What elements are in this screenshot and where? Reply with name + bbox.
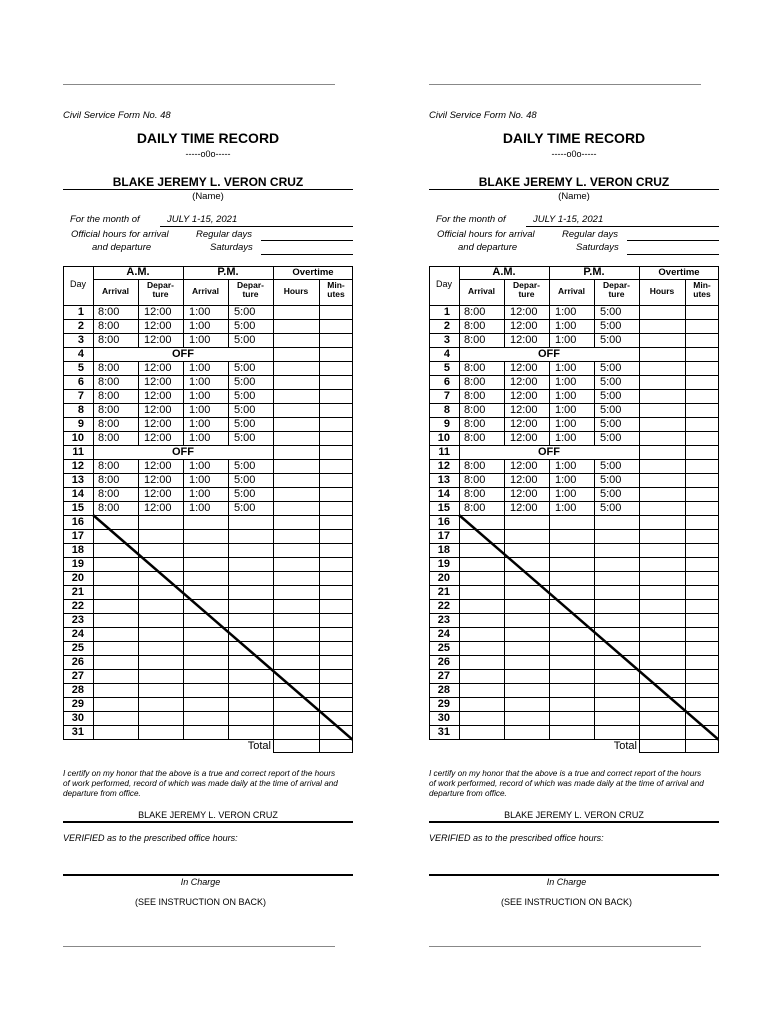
am-departure-value: 12:00: [510, 376, 538, 388]
saturdays-underline: [627, 254, 719, 255]
pm-arrival-value: 1:00: [555, 418, 577, 430]
pm-arrival-value: 1:00: [555, 320, 577, 332]
am-departure-value: 12:00: [144, 432, 172, 444]
day-number: 8: [443, 404, 450, 416]
am-arrival-header: Arrival: [102, 286, 129, 296]
am-departure-value: 12:00: [510, 474, 538, 486]
day-number: 20: [71, 572, 84, 584]
am-arrival-value: 8:00: [464, 334, 486, 346]
day-number: 15: [71, 502, 84, 514]
regular-days-label: Regular days: [562, 229, 618, 240]
name-underline: [63, 189, 353, 190]
dtr-form-left: [63, 0, 353, 1024]
am-arrival-value: 8:00: [464, 502, 486, 514]
am-arrival-value: 8:00: [98, 376, 120, 388]
am-arrival-value: 8:00: [98, 320, 120, 332]
pm-departure-value: 5:00: [600, 306, 622, 318]
day-number: 26: [71, 656, 84, 668]
day-number: 27: [71, 670, 84, 682]
am-departure-value: 12:00: [510, 362, 538, 374]
pm-header: P.M.: [217, 266, 239, 278]
regular-days-underline: [261, 240, 353, 241]
am-arrival-value: 8:00: [464, 390, 486, 402]
time-record-table: [429, 266, 719, 753]
pm-arrival-value: 1:00: [189, 334, 211, 346]
pm-arrival-value: 1:00: [555, 474, 577, 486]
day-number: 12: [437, 460, 450, 472]
day-number: 13: [71, 474, 84, 486]
pm-header: P.M.: [583, 266, 605, 278]
pm-arrival-value: 1:00: [555, 334, 577, 346]
am-departure-value: 12:00: [144, 376, 172, 388]
day-number: 11: [438, 446, 450, 458]
pm-departure-value: 5:00: [600, 334, 622, 346]
saturdays-label: Saturdays: [576, 242, 619, 253]
pm-departure-header: Depar- ture: [603, 280, 630, 299]
pm-arrival-value: 1:00: [555, 460, 577, 472]
saturdays-underline: [261, 254, 353, 255]
pm-arrival-value: 1:00: [555, 404, 577, 416]
instruction-note: (SEE INSTRUCTION ON BACK): [500, 897, 632, 907]
day-number: 16: [437, 516, 450, 528]
pm-arrival-value: 1:00: [189, 488, 211, 500]
pm-departure-value: 5:00: [234, 432, 256, 444]
am-departure-value: 12:00: [510, 404, 538, 416]
in-charge-label: In Charge: [546, 877, 587, 887]
am-arrival-value: 8:00: [464, 376, 486, 388]
day-number: 1: [443, 306, 450, 318]
am-departure-value: 12:00: [144, 390, 172, 402]
month-value: JULY 1-15, 2021: [533, 214, 604, 225]
dtr-form-right: [429, 0, 719, 1024]
am-departure-value: 12:00: [144, 404, 172, 416]
day-number: 7: [77, 390, 84, 402]
am-arrival-value: 8:00: [98, 362, 120, 374]
am-departure-value: 12:00: [510, 306, 538, 318]
pm-arrival-value: 1:00: [189, 502, 211, 514]
day-number: 4: [77, 348, 84, 360]
am-arrival-value: 8:00: [98, 418, 120, 430]
am-arrival-header: Arrival: [468, 286, 495, 296]
pm-arrival-value: 1:00: [555, 432, 577, 444]
day-number: 18: [71, 544, 84, 556]
day-number: 30: [71, 712, 84, 724]
in-charge-line: [429, 874, 719, 876]
day-number: 31: [71, 726, 84, 738]
day-header: Day: [69, 279, 86, 289]
am-departure-value: 12:00: [144, 474, 172, 486]
employee-name: BLAKE JEREMY L. VERON CRUZ: [478, 175, 670, 189]
day-number: 21: [71, 586, 84, 598]
am-arrival-value: 8:00: [98, 460, 120, 472]
pm-departure-value: 5:00: [600, 390, 622, 402]
am-arrival-value: 8:00: [98, 474, 120, 486]
pm-departure-value: 5:00: [600, 376, 622, 388]
total-label: Total: [613, 740, 637, 752]
am-departure-header: Depar- ture: [513, 280, 540, 299]
signature-line: [429, 821, 719, 823]
month-label: For the month of: [70, 214, 140, 225]
am-departure-value: 12:00: [144, 502, 172, 514]
day-number: 5: [77, 362, 84, 374]
pm-departure-value: 5:00: [600, 502, 622, 514]
time-record-table: [63, 266, 353, 753]
overtime-header: Overtime: [292, 267, 334, 278]
pm-departure-value: 5:00: [600, 320, 622, 332]
pm-departure-value: 5:00: [600, 362, 622, 374]
pm-arrival-value: 1:00: [189, 362, 211, 374]
signature-name: BLAKE JEREMY L. VERON CRUZ: [504, 810, 644, 820]
day-number: 31: [437, 726, 450, 738]
pm-arrival-value: 1:00: [189, 376, 211, 388]
day-number: 9: [77, 418, 84, 430]
pm-arrival-value: 1:00: [189, 460, 211, 472]
pm-departure-value: 5:00: [234, 418, 256, 430]
pm-departure-value: 5:00: [600, 404, 622, 416]
pm-arrival-value: 1:00: [189, 432, 211, 444]
regular-days-label: Regular days: [196, 229, 252, 240]
day-number: 19: [437, 558, 450, 570]
pm-arrival-value: 1:00: [189, 320, 211, 332]
am-departure-value: 12:00: [510, 488, 538, 500]
day-number: 20: [437, 572, 450, 584]
pm-arrival-value: 1:00: [189, 306, 211, 318]
am-departure-value: 12:00: [144, 320, 172, 332]
bottom-rule: [429, 946, 701, 947]
pm-arrival-header: Arrival: [192, 286, 219, 296]
pm-departure-value: 5:00: [600, 488, 622, 500]
pm-arrival-value: 1:00: [189, 418, 211, 430]
am-arrival-value: 8:00: [464, 404, 486, 416]
pm-departure-value: 5:00: [234, 502, 256, 514]
am-departure-value: 12:00: [510, 460, 538, 472]
am-departure-value: 12:00: [144, 306, 172, 318]
title-separator: -----o0o-----: [551, 149, 597, 159]
day-number: 6: [77, 376, 84, 388]
am-departure-value: 12:00: [510, 320, 538, 332]
form-title: DAILY TIME RECORD: [136, 130, 280, 146]
pm-arrival-header: Arrival: [558, 286, 585, 296]
am-header: A.M.: [492, 266, 516, 278]
certification-text: I certify on my honor that the above is a true and correct report of the hours of work performed, record of which was made daily at the time of arrival and departure from office.: [429, 769, 704, 798]
verified-text: VERIFIED as to the prescribed office hours:: [429, 833, 604, 843]
name-caption: (Name): [558, 191, 590, 202]
day-number: 17: [437, 530, 450, 542]
am-arrival-value: 8:00: [98, 334, 120, 346]
pm-departure-value: 5:00: [600, 460, 622, 472]
day-number: 5: [443, 362, 450, 374]
day-number: 23: [71, 614, 84, 626]
am-departure-value: 12:00: [144, 362, 172, 374]
pm-arrival-value: 1:00: [555, 376, 577, 388]
day-number: 3: [77, 334, 84, 346]
day-number: 29: [437, 698, 450, 710]
day-number: 25: [437, 642, 450, 654]
pm-departure-value: 5:00: [234, 474, 256, 486]
off-label: OFF: [172, 446, 194, 458]
am-arrival-value: 8:00: [464, 474, 486, 486]
form-number: Civil Service Form No. 48: [63, 110, 171, 121]
day-number: 29: [71, 698, 84, 710]
verified-text: VERIFIED as to the prescribed office hours:: [63, 833, 238, 843]
am-arrival-value: 8:00: [464, 488, 486, 500]
day-number: 1: [77, 306, 84, 318]
pm-arrival-value: 1:00: [555, 488, 577, 500]
day-number: 26: [437, 656, 450, 668]
am-arrival-value: 8:00: [98, 306, 120, 318]
day-number: 24: [437, 628, 450, 640]
am-arrival-value: 8:00: [98, 432, 120, 444]
signature-name: BLAKE JEREMY L. VERON CRUZ: [138, 810, 278, 820]
pm-departure-value: 5:00: [600, 474, 622, 486]
day-number: 10: [437, 432, 450, 444]
day-number: 21: [437, 586, 450, 598]
day-number: 3: [443, 334, 450, 346]
am-departure-value: 12:00: [510, 390, 538, 402]
total-label: Total: [247, 740, 271, 752]
official-hours-label-2: and departure: [458, 242, 518, 253]
name-underline: [429, 189, 719, 190]
day-number: 22: [437, 600, 450, 612]
day-number: 16: [71, 516, 84, 528]
pm-arrival-value: 1:00: [555, 390, 577, 402]
day-number: 14: [71, 488, 84, 500]
am-departure-value: 12:00: [144, 334, 172, 346]
am-arrival-value: 8:00: [464, 460, 486, 472]
pm-departure-value: 5:00: [234, 488, 256, 500]
pm-arrival-value: 1:00: [555, 306, 577, 318]
day-number: 18: [437, 544, 450, 556]
overtime-minutes-header: Min- utes: [693, 280, 711, 299]
pm-departure-header: Depar- ture: [237, 280, 264, 299]
name-caption: (Name): [192, 191, 224, 202]
official-hours-label: Official hours for arrival: [437, 229, 535, 240]
am-departure-header: Depar- ture: [147, 280, 174, 299]
pm-arrival-value: 1:00: [189, 404, 211, 416]
day-number: 6: [443, 376, 450, 388]
am-arrival-value: 8:00: [464, 320, 486, 332]
pm-departure-value: 5:00: [234, 334, 256, 346]
form-title: DAILY TIME RECORD: [502, 130, 646, 146]
day-number: 10: [71, 432, 84, 444]
day-number: 28: [437, 684, 450, 696]
am-arrival-value: 8:00: [98, 488, 120, 500]
pm-departure-value: 5:00: [600, 432, 622, 444]
day-number: 19: [71, 558, 84, 570]
day-number: 22: [71, 600, 84, 612]
month-underline: [160, 226, 353, 227]
am-header: A.M.: [126, 266, 150, 278]
overtime-hours-header: Hours: [283, 286, 309, 296]
pm-departure-value: 5:00: [234, 320, 256, 332]
form-number: Civil Service Form No. 48: [429, 110, 537, 121]
day-number: 2: [443, 320, 450, 332]
day-number: 8: [77, 404, 84, 416]
am-departure-value: 12:00: [510, 418, 538, 430]
am-arrival-value: 8:00: [464, 418, 486, 430]
am-arrival-value: 8:00: [464, 362, 486, 374]
day-number: 28: [71, 684, 84, 696]
overtime-minutes-header: Min- utes: [327, 280, 345, 299]
in-charge-line: [63, 874, 353, 876]
am-arrival-value: 8:00: [98, 502, 120, 514]
am-departure-value: 12:00: [510, 502, 538, 514]
day-number: 12: [71, 460, 84, 472]
pm-departure-value: 5:00: [234, 460, 256, 472]
top-rule: [63, 84, 335, 85]
overtime-hours-header: Hours: [649, 286, 675, 296]
day-number: 24: [71, 628, 84, 640]
regular-days-underline: [627, 240, 719, 241]
day-number: 17: [71, 530, 84, 542]
am-arrival-value: 8:00: [464, 306, 486, 318]
day-number: 2: [77, 320, 84, 332]
pm-arrival-value: 1:00: [555, 502, 577, 514]
pm-arrival-value: 1:00: [555, 362, 577, 374]
am-arrival-value: 8:00: [464, 432, 486, 444]
day-number: 4: [443, 348, 450, 360]
official-hours-label-2: and departure: [92, 242, 152, 253]
day-number: 9: [443, 418, 450, 430]
pm-departure-value: 5:00: [234, 376, 256, 388]
bottom-rule: [63, 946, 335, 947]
official-hours-label: Official hours for arrival: [71, 229, 169, 240]
pm-departure-value: 5:00: [234, 404, 256, 416]
month-value: JULY 1-15, 2021: [167, 214, 238, 225]
am-arrival-value: 8:00: [98, 390, 120, 402]
am-departure-value: 12:00: [144, 460, 172, 472]
day-number: 13: [437, 474, 450, 486]
off-label: OFF: [538, 348, 560, 360]
pm-arrival-value: 1:00: [189, 474, 211, 486]
overtime-header: Overtime: [658, 267, 700, 278]
instruction-note: (SEE INSTRUCTION ON BACK): [134, 897, 266, 907]
day-number: 15: [437, 502, 450, 514]
in-charge-label: In Charge: [180, 877, 221, 887]
am-departure-value: 12:00: [144, 488, 172, 500]
month-underline: [526, 226, 719, 227]
certification-text: I certify on my honor that the above is a true and correct report of the hours of work performed, record of which was made daily at the time of arrival and departure from office.: [63, 769, 338, 798]
am-arrival-value: 8:00: [98, 404, 120, 416]
employee-name: BLAKE JEREMY L. VERON CRUZ: [112, 175, 304, 189]
day-number: 25: [71, 642, 84, 654]
off-label: OFF: [538, 446, 560, 458]
am-departure-value: 12:00: [510, 432, 538, 444]
day-number: 30: [437, 712, 450, 724]
top-rule: [429, 84, 701, 85]
pm-departure-value: 5:00: [234, 306, 256, 318]
title-separator: -----o0o-----: [185, 149, 231, 159]
month-label: For the month of: [436, 214, 506, 225]
pm-departure-value: 5:00: [600, 418, 622, 430]
saturdays-label: Saturdays: [210, 242, 253, 253]
pm-departure-value: 5:00: [234, 390, 256, 402]
day-number: 7: [443, 390, 450, 402]
day-number: 27: [437, 670, 450, 682]
signature-line: [63, 821, 353, 823]
pm-departure-value: 5:00: [234, 362, 256, 374]
pm-arrival-value: 1:00: [189, 390, 211, 402]
day-number: 11: [72, 446, 84, 458]
am-departure-value: 12:00: [144, 418, 172, 430]
day-number: 23: [437, 614, 450, 626]
am-departure-value: 12:00: [510, 334, 538, 346]
off-label: OFF: [172, 348, 194, 360]
day-header: Day: [435, 279, 452, 289]
day-number: 14: [437, 488, 450, 500]
